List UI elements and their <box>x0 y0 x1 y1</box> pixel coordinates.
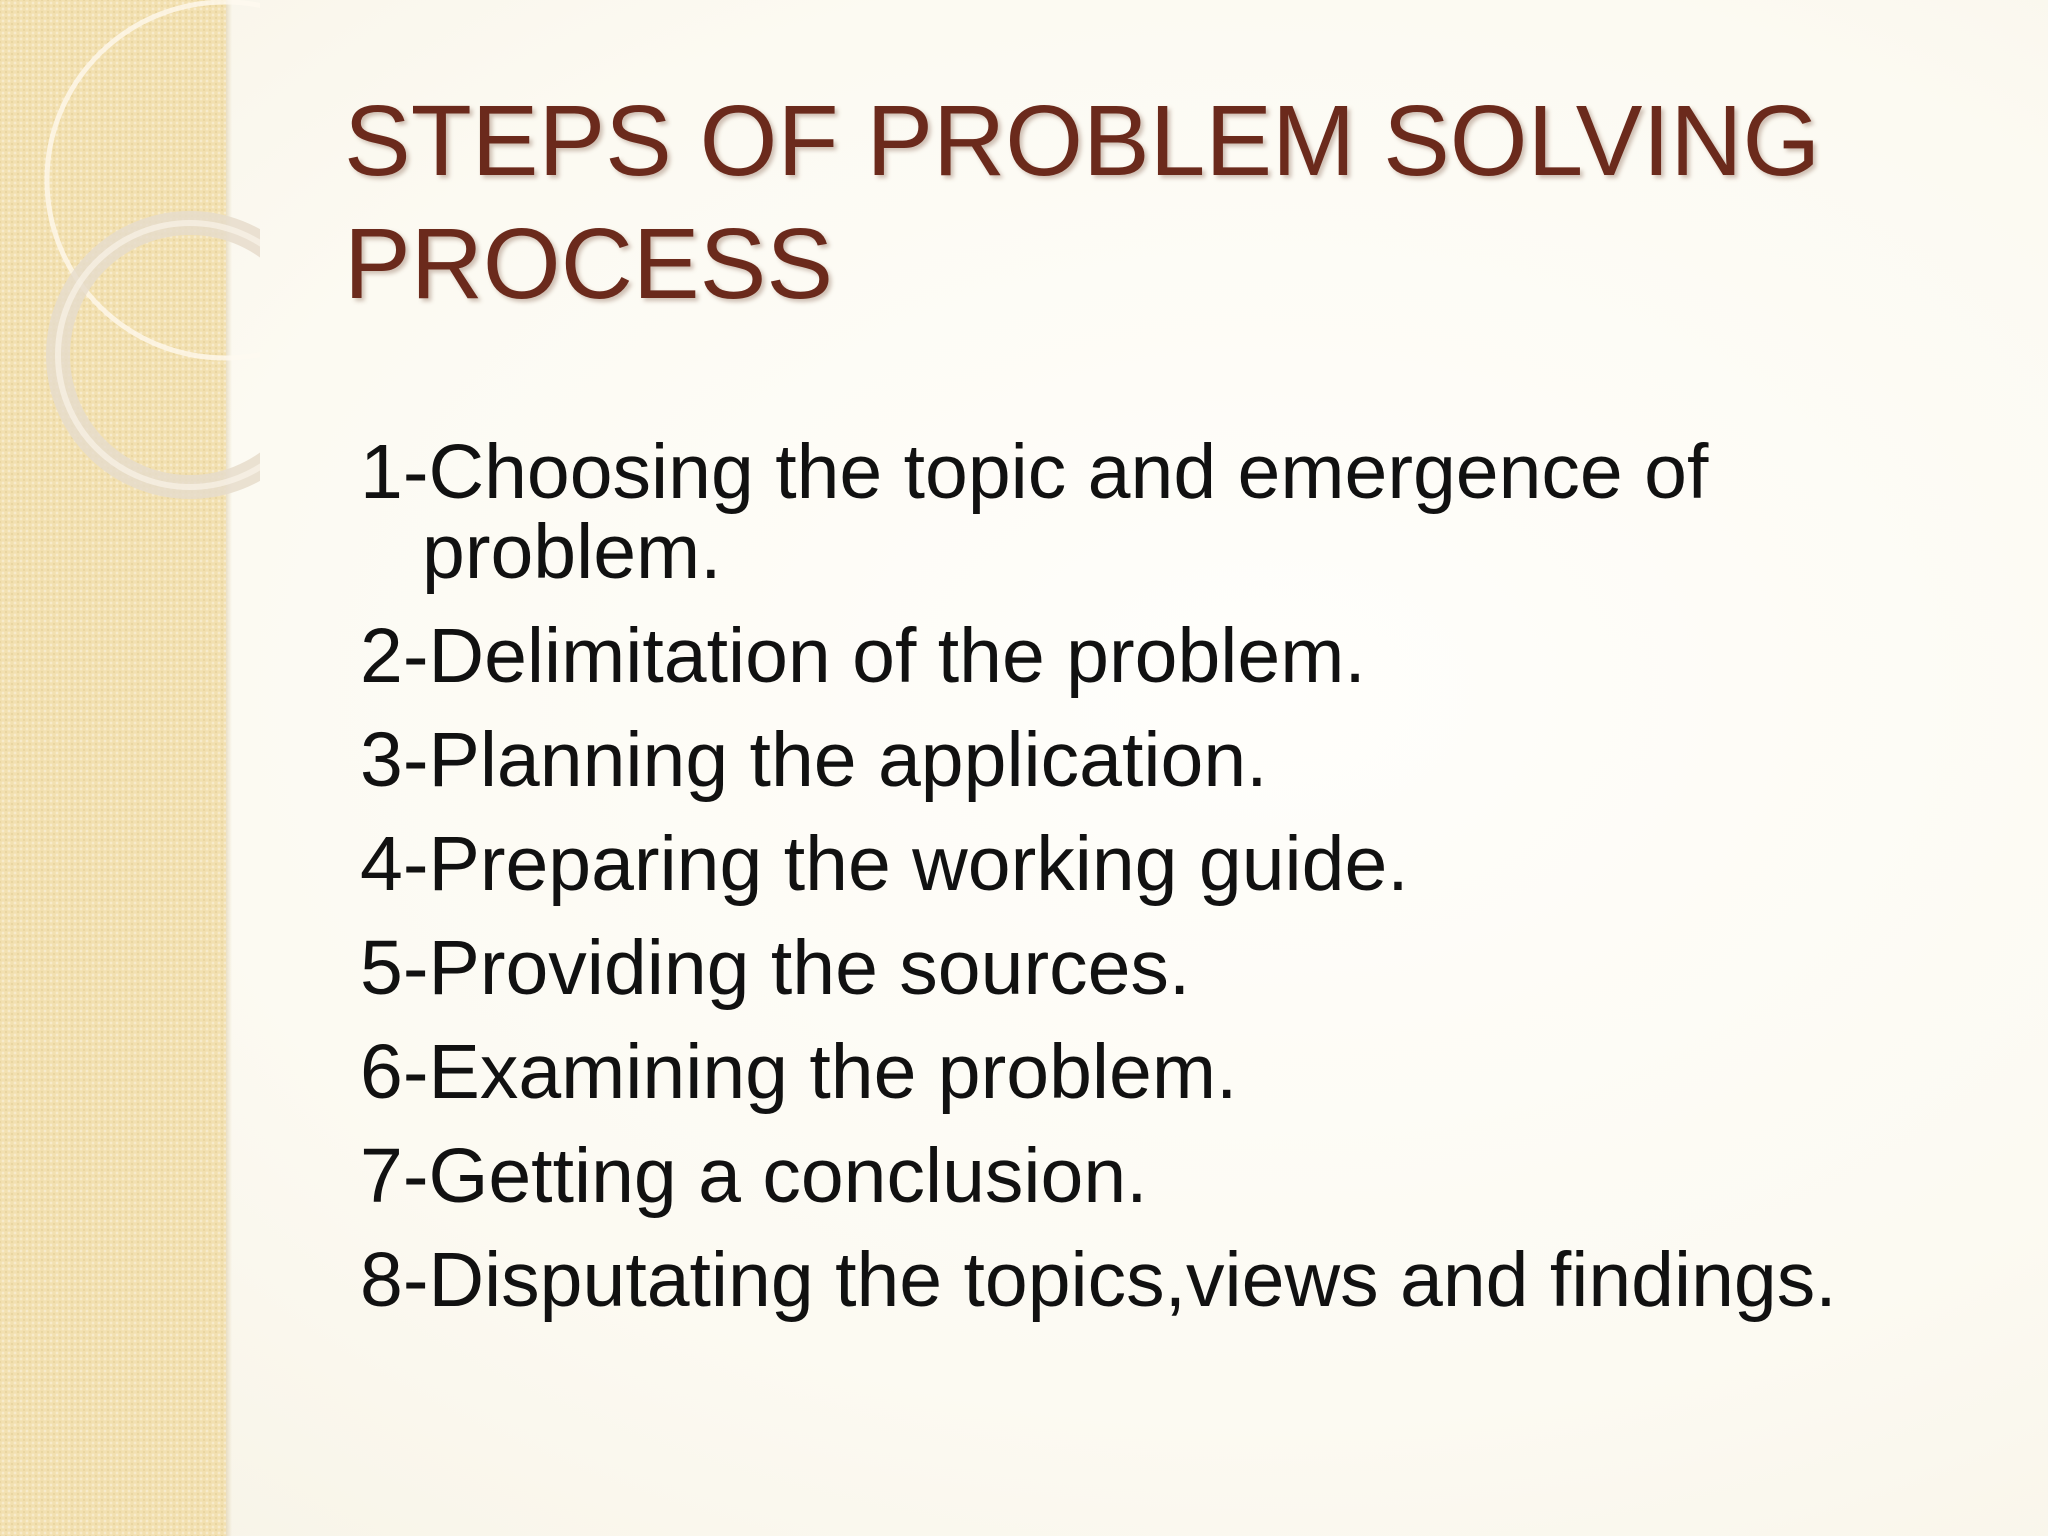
step-item: 8-Disputating the topics,views and findings. <box>360 1237 1837 1323</box>
step-item: 3-Planning the application. <box>360 717 1268 803</box>
step-item: 7-Getting a conclusion. <box>360 1133 1148 1219</box>
decorative-ring-small <box>58 223 260 487</box>
slide-title: STEPS OF PROBLEM SOLVING PROCESS <box>344 85 1821 320</box>
steps-list <box>360 429 1980 1344</box>
step-item: 2-Delimitation of the problem. <box>360 613 1366 699</box>
step-item: 4-Preparing the working guide. <box>360 821 1409 907</box>
step-item: 6-Examining the problem. <box>360 1029 1238 1115</box>
step-item: 1-Choosing the topic and emergence of problem. <box>360 429 1709 595</box>
decorative-rings <box>0 0 260 520</box>
step-item: 5-Providing the sources. <box>360 925 1191 1011</box>
